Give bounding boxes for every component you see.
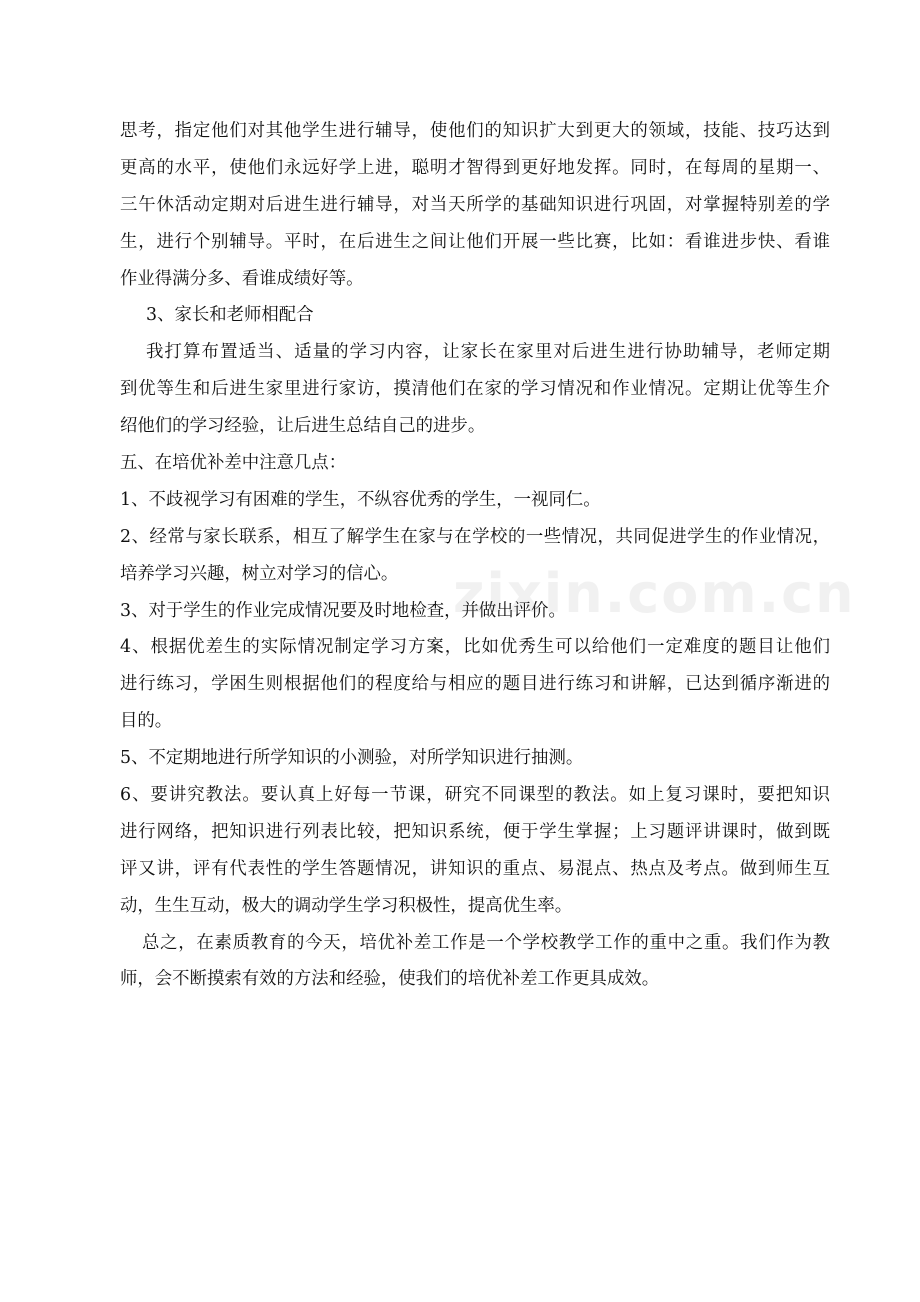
text-line: 进行练习，学困生则根据他们的程度给与相应的题目进行练习和讲解，已达到循序渐进的 (120, 674, 830, 695)
list-item: 2、经常与家长联系，相互了解学生在家与在学校的一些情况，共同促进学生的作业情况， (120, 526, 830, 547)
text-line: 目的。 (120, 711, 173, 732)
section-heading: 3、家长和老师相配合 (146, 305, 314, 326)
text-line: 评又讲，评有代表性的学生答题情况，讲知识的重点、易混点、热点及考点。做到师生互 (120, 858, 830, 879)
conclusion-line: 师，会不断摸索有效的方法和经验，使我们的培优补差工作更具成效。 (120, 969, 660, 990)
text-line: 进行网络，把知识进行列表比较，把知识系统，便于学生掌握；上习题评讲课时，做到既 (120, 821, 830, 842)
list-item: 6、要讲究教法。要认真上好每一节课，研究不同课型的教法。如上复习课时，要把知识 (120, 785, 830, 806)
list-item: 1、不歧视学习有困难的学生，不纵容优秀的学生，一视同仁。 (120, 489, 601, 510)
text-line: 作业得满分多、看谁成绩好等。 (120, 268, 364, 289)
text-line: 到优等生和后进生家里进行家访，摸清他们在家的学习情况和作业情况。定期让优等生介 (120, 379, 830, 400)
conclusion-line: 总之，在素质教育的今天，培优补差工作是一个学校教学工作的重中之重。我们作为教 (142, 932, 830, 953)
text-line: 思考，指定他们对其他学生进行辅导，使他们的知识扩大到更大的领域，技能、技巧达到 (120, 121, 830, 141)
list-item: 3、对于学生的作业完成情况要及时地检查，并做出评价。 (120, 600, 566, 621)
text-line: 更高的水平，使他们永远好学上进，聪明才智得到更好地发挥。同时，在每周的星期一、 (120, 157, 830, 178)
document-body (120, 113, 830, 998)
text-line: 绍他们的学习经验，让后进生总结自己的进步。 (120, 416, 486, 437)
text-line: 我打算布置适当、适量的学习内容，让家长在家里对后进生进行协助辅导，老师定期 (146, 342, 830, 363)
watermark: zixin.com.cn (453, 562, 856, 625)
list-item: 5、不定期地进行所学知识的小测验，对所学知识进行抽测。 (120, 748, 584, 769)
text-line: 培养学习兴趣，树立对学习的信心。 (120, 563, 399, 584)
text-line: 三午休活动定期对后进生进行辅导，对当天所学的基础知识进行巩固，对掌握特别差的学 (120, 194, 830, 215)
text-line: 动，生生互动，极大的调动学生学习积极性，提高优生率。 (120, 895, 573, 916)
text-line: 生，进行个别辅导。平时，在后进生之间让他们开展一些比赛，比如：看谁进步快、看谁 (120, 231, 830, 252)
section-heading: 五、在培优补差中注意几点： (120, 453, 347, 474)
list-item: 4、根据优差生的实际情况制定学习方案，比如优秀生可以给他们一定难度的题目让他们 (120, 637, 830, 658)
